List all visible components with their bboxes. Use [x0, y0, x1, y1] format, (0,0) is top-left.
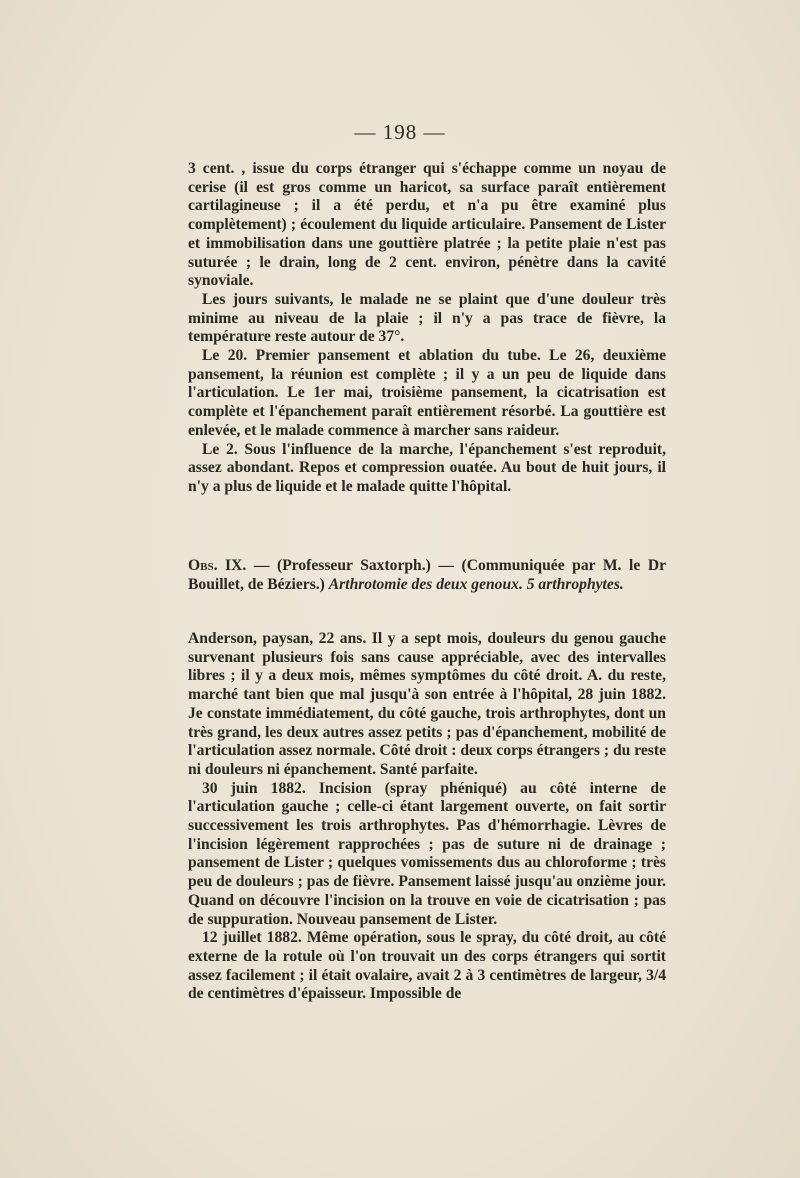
observation-label: Obs. IX.: [188, 557, 247, 574]
observation-dash: —: [253, 557, 270, 574]
case-section: [188, 630, 666, 1004]
paragraph: 12 juillet 1882. Même opération, sous le spray, du côté droit, au côté externe de la rotule où l'on trouvait un des corps étrangers qui sortit assez facilement ; il était ovalaire, avait 2 à 3 centimètres de largeur, 3/4 de centimètres d'épaisseur. Impossible de: [188, 929, 666, 1003]
paragraph: Le 20. Premier pansement et ablation du tube. Le 26, deuxième pansement, la réunion est complète ; il y a un peu de liquide dans l'articulation. Le 1er mai, troisième pansement, la cicatrisation est complète et l'épanchement paraît entièrement résorbé. La gouttière est enlevée, et le malade commence à marcher sans raideur.: [188, 347, 666, 439]
paragraph: Anderson, paysan, 22 ans. Il y a sept mois, douleurs du genou gauche survenant plusieurs fois sans cause appréciable, avec des intervalles libres ; il y a deux mois, mêmes symptômes du côté droit. A. du reste, marché tant bien que mal jusqu'à son entrée à l'hôpital, 28 juin 1882. Je constate immédiatement, du côté gauche, trois arthrophytes, dont un très grand, les deux autres assez petits ; pas d'épanchement, mobilité de l'articulation assez normale. Côté droit : deux corps étrangers ; du reste ni douleurs ni épanchement. Santé parfaite.: [188, 630, 666, 778]
paragraph: Le 2. Sous l'influence de la marche, l'épanchement s'est reproduit, assez abondant. Repos et compression ouatée. Au bout de huit jours, il n'y a plus de liquide et le malade quitte l'hôpital.: [188, 440, 666, 495]
page-number: — 198 —: [354, 120, 446, 144]
paragraph: 30 juin 1882. Incision (spray phéniqué) au côté interne de l'articulation gauche ; celle-ci étant largement ouverte, on fait sortir successivement les trois arthrophytes. Pas d'hémorrhagie. Lèvres de l'incision légèrement rapprochées ; pas de suture ni de drainage ; pansement de Lister ; quelques vomissements dus au chloroforme ; très peu de douleurs ; pas de fièvre. Pansement laissé jusqu'au onzième jour. Quand on découvre l'incision on la trouve en voie de cicatrisation ; pas de suppuration. Nouveau pansement de Lister.: [188, 779, 666, 928]
paragraph: Les jours suivants, le malade ne se plaint que d'une douleur très minime au niveau de la plaie ; il n'y a pas trace de fièvre, la température reste autour de 37°.: [188, 290, 666, 346]
first-section: [188, 160, 666, 497]
observation-heading: [188, 557, 666, 594]
observation-professor: (Professeur Saxtorph.): [277, 557, 431, 574]
paragraph: 3 cent. , issue du corps étranger qui s'échappe comme un noyau de cerise (il est gros comme un haricot, sa surface paraît entièrement cartilagineuse ; il a été perdu, et n'a pu être examiné plus complètement) ; écoulement du liquide articulaire. Pansement de Lister et immobilisation dans une gouttière platrée ; la petite plaie n'est pas suturée ; le drain, long de 2 cent. environ, pénètre dans la cavité synoviale.: [188, 160, 666, 290]
observation-title-line: [188, 557, 666, 594]
observation-title: Arthrotomie des deux genoux. 5 arthrophytes.: [328, 575, 624, 593]
observation-communicated: — (Communiquée par M. le Dr Bouillet, de Béziers.): [188, 557, 667, 593]
